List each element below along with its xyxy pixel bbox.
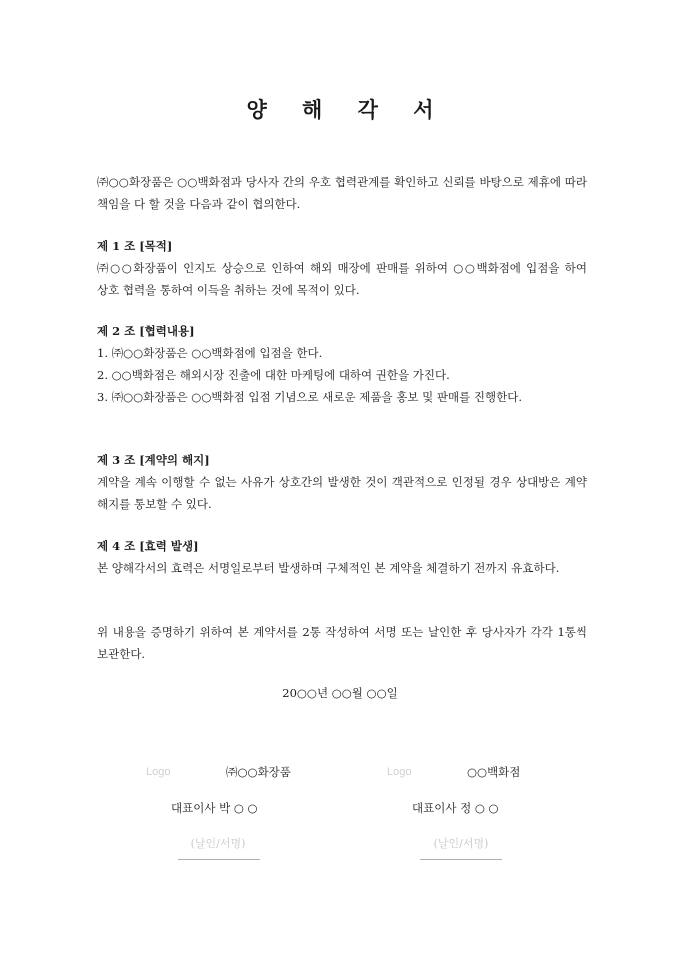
article-3-heading: 제 3 조 [계약의 해지] — [97, 453, 210, 467]
party-1-representative: 대표이사 박 ○ ○ — [171, 801, 258, 815]
party-2-company: ○○백화점 — [467, 765, 521, 779]
signing-date: 20○○년 ○○월 ○○일 — [282, 686, 398, 700]
article-2-item-3: 3. ㈜○○화장품은 ○○백화점 입점 기념으로 새로운 제품을 홍보 및 판매를 진행한다. — [97, 390, 522, 404]
article-1-heading: 제 1 조 [목적] — [97, 239, 173, 253]
party-2-seal-placeholder: (날인/서명) — [433, 837, 489, 850]
intro-paragraph: ㈜○○화장품은 ○○백화점과 당사자 간의 우호 협력관계를 확인하고 신뢰를 바탕으로 제휴에 따라 책임을 다 할 것을 다음과 같이 협의한다. — [97, 175, 587, 211]
article-2-item-1: 1. ㈜○○화장품은 ○○백화점에 입점을 한다. — [97, 346, 323, 360]
party-1-seal-placeholder: (날인/서명) — [190, 837, 246, 850]
article-2-heading: 제 2 조 [협력내용] — [97, 324, 195, 338]
article-4-heading: 제 4 조 [효력 발생] — [97, 539, 199, 553]
party-1-company: ㈜○○화장품 — [226, 765, 291, 779]
party-2-logo-placeholder: Logo — [387, 766, 412, 778]
party-1-logo-placeholder: Logo — [146, 766, 171, 778]
article-1-body: ㈜○○화장품이 인지도 상승으로 인하여 해외 매장에 판매를 위하여 ○○백화점에 입점을 하여 상호 협력을 통하여 이득을 취하는 것에 목적이 있다. — [97, 261, 587, 297]
article-3-body: 계약을 계속 이행할 수 없는 사유가 상호간의 발생한 것이 객관적으로 인정될 경우 상대방은 계약 해지를 통보할 수 있다. — [97, 475, 587, 511]
party-1-signature-line — [178, 859, 260, 860]
article-2-item-2: 2. ○○백화점은 해외시장 진출에 대한 마케팅에 대하여 권한을 가진다. — [97, 368, 450, 382]
document-title: 양 해 각 서 — [246, 97, 448, 122]
closing-paragraph: 위 내용을 증명하기 위하여 본 계약서를 2통 작성하여 서명 또는 날인한 후 당사자가 각각 1통씩 보관한다. — [97, 625, 587, 661]
party-2-signature-line — [420, 859, 502, 860]
article-4-body: 본 양해각서의 효력은 서명일로부터 발생하며 구체적인 본 계약을 체결하기 전까지 유효하다. — [97, 561, 560, 575]
party-2-representative: 대표이사 정 ○ ○ — [412, 801, 499, 815]
